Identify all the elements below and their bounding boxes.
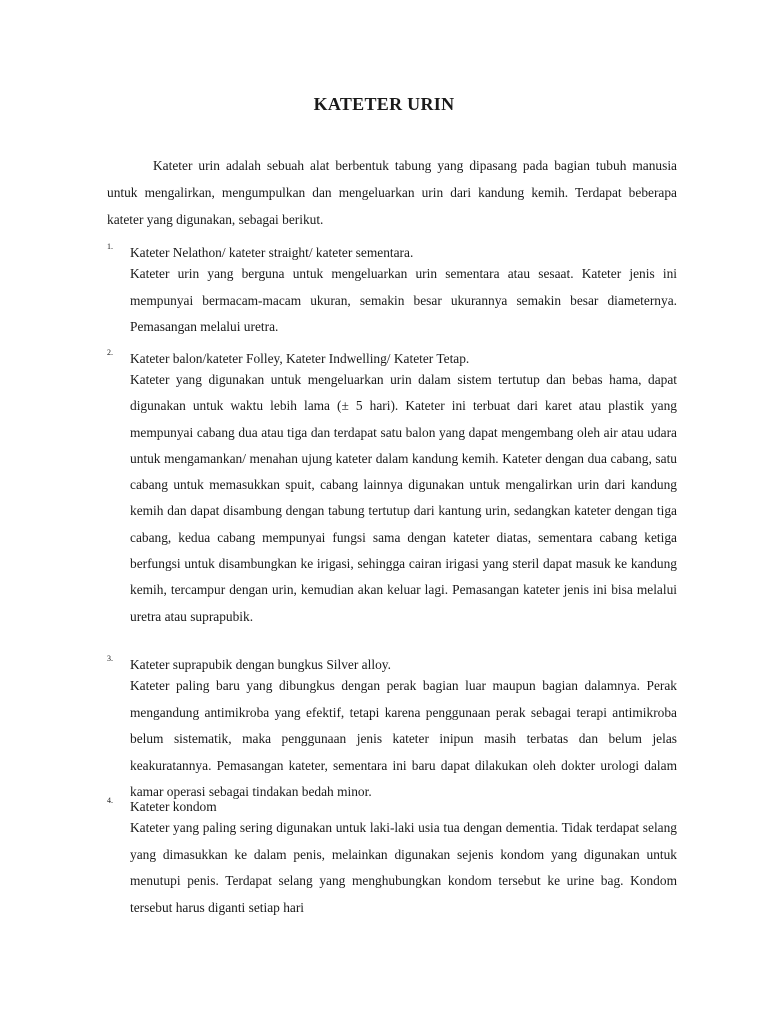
list-item-heading: Kateter suprapubik dengan bungkus Silver alloy. bbox=[130, 657, 391, 672]
list-item-body: Kateter yang paling sering digunakan untuk laki-laki usia tua dengan dementia. Tidak terdapat selang yang dimasukkan ke dalam penis, melainkan digunakan sejenis kondom yang digunakan untuk menutupi penis. Terdapat selang yang menghubungkan kondom tersebut ke urine bag. Kondom tersebut harus diganti setiap hari bbox=[130, 820, 677, 915]
list-number: 3. bbox=[107, 654, 113, 663]
list-item-heading: Kateter Nelathon/ kateter straight/ kateter sementara. bbox=[130, 245, 414, 260]
intro-paragraph: Kateter urin adalah sebuah alat berbentuk tabung yang dipasang pada bagian tubuh manusia untuk mengalirkan, mengumpulkan dan mengeluarkan urin dari kandung kemih. Terdapat beberapa kateter yang digunakan, sebagai berikut. bbox=[107, 158, 677, 227]
list-item-body: Kateter urin yang berguna untuk mengeluarkan urin sementara atau sesaat. Kateter jenis ini mempunyai bermacam-macam ukuran, semakin besar ukurannya semakin besar diameternya. Pemasangan melalui uretra. bbox=[130, 266, 677, 334]
list-item-body: Kateter paling baru yang dibungkus dengan perak bagian luar maupun bagian dalamnya. Perak mengandung antimikroba yang efektif, tetapi karena penggunaan perak sebagai terapi antimikroba belum sistematik, maka penggunaan jenis kateter inipun masih terbatas dan belum jelas keakuratannya. Pemasangan kateter, sementara ini baru dapat dilakukan oleh dokter urologi dalam kamar operasi sebagai tindakan bedah minor. bbox=[130, 678, 677, 799]
list-item-body: Kateter yang digunakan untuk mengeluarkan urin dalam sistem tertutup dan bebas hama, dapat digunakan untuk waktu lebih lama (± 5 hari). Kateter ini terbuat dari karet atau plastik yang mempunyai cabang dua atau tiga dan terdapat satu balon yang dapat mengembang oleh air atau udara untuk mengamankan/ menahan ujung kateter dalam kandung kemih. Kateter dengan dua cabang, satu cabang untuk memasukkan spuit, cabang lainnya digunakan untuk mengalirkan urin dari kandung kemih dan dapat disambung dengan tabung tertutup dari kantung urin, sedangkan kateter dengan tiga cabang, kedua cabang mempunyai fungsi sama dengan kateter diatas, sementara cabang ketiga berfungsi untuk disambungkan ke irigasi, sehingga cairan irigasi yang steril dapat masuk ke kandung kemih, tercampur dengan urin, kemudian akan keluar lagi. Pemasangan kateter jenis ini bisa melalui uretra atau suprapubik. bbox=[130, 372, 677, 624]
list-number: 1. bbox=[107, 242, 113, 251]
list-item-heading: Kateter balon/kateter Folley, Kateter Indwelling/ Kateter Tetap. bbox=[130, 351, 470, 366]
list-number: 4. bbox=[107, 796, 113, 805]
list-number: 2. bbox=[107, 348, 113, 357]
page-title: KATETER URIN bbox=[313, 94, 455, 114]
list-item-heading: Kateter kondom bbox=[130, 799, 217, 814]
